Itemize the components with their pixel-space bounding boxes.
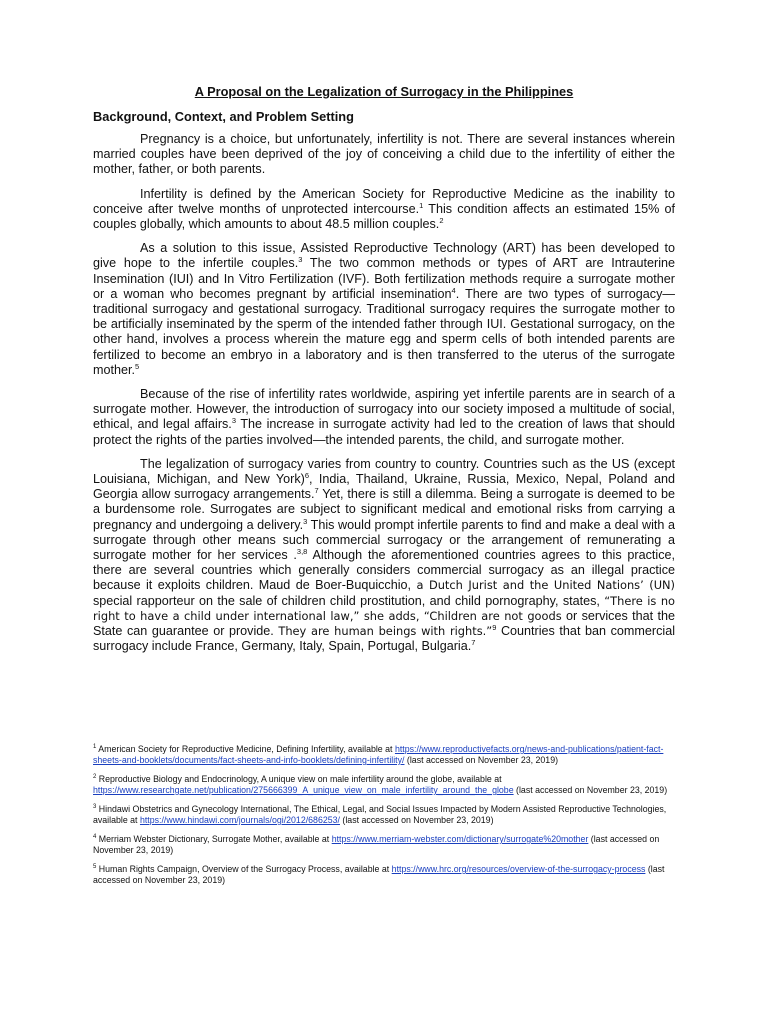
footnote-3 — [93, 804, 675, 826]
paragraph-4-text-b: The increase in surrogate activity had led to the creation of laws that should protect the rights of the parties involved—the intended parents, the child, and surrogate mother. — [93, 417, 676, 447]
document-body — [93, 84, 675, 664]
footnote-ref[interactable]: 7 — [314, 486, 319, 496]
footnote-text: Hindawi Obstetrics and Gynecology International, The Ethical, Legal, and Social Issues Impacted by Modern Assisted Reproductive Technologies, available at — [93, 804, 667, 825]
footnote-5 — [93, 864, 675, 886]
footnote-text: Human Rights Campaign, Overview of the Surrogacy Process, available at — [96, 864, 392, 874]
footnote-ref[interactable]: 9 — [492, 622, 497, 632]
footnote-ref[interactable]: 7 — [471, 638, 476, 648]
footnote-text: Reproductive Biology and Endocrinology, A unique view on male infertility around the globe, available at — [96, 774, 502, 784]
paragraph-5-text-g: special rapporteur on the sale of children child prostitution, and child pornography, states, — [93, 593, 605, 608]
paragraph-2-text-b: This condition affects an estimated 15% of couples globally, which amounts to about 48.5 million couples. — [93, 201, 675, 232]
section-heading: Background, Context, and Problem Setting — [93, 109, 354, 124]
paragraph-1-text: Pregnancy is a choice, but unfortunately, infertility is not. There are several instances wherein married couples have been deprived of the joy of conceiving a child due to the infertility of either the mother, father, or both parents. — [93, 132, 675, 177]
footnote-text: Merriam Webster Dictionary, Surrogate Mother, available at — [96, 834, 332, 844]
footnote-ref[interactable]: 3 — [303, 516, 308, 526]
document-title: A Proposal on the Legalization of Surrogacy in the Philippines — [194, 84, 574, 99]
footnote-ref[interactable]: 3 — [298, 255, 303, 265]
paragraph-5-text-c: Yet, there is still a dilemma. Being a surrogate is deemed to be a burdensome role. Surrogates are subject to significant medical and emotional risks from carrying a pregnancy and undergoing a delivery. — [93, 487, 676, 532]
footnote-ref[interactable]: 1 — [419, 200, 424, 210]
footnote-number: 5 — [93, 864, 97, 871]
paragraph-1 — [93, 132, 675, 178]
footnote-ref[interactable]: 3 — [231, 416, 236, 426]
paragraph-2 — [93, 187, 675, 233]
footnote-ref[interactable]: 3,8 — [296, 546, 308, 556]
footnote-accessed: (last accessed on November 23, 2019) — [93, 864, 665, 885]
footnote-number: 4 — [93, 834, 97, 841]
paragraph-5-text-d: This would prompt infertile parents to find and make a deal with a surrogate through other means such commercial surrogacy or the arrangement of remunerating a surrogate mother for her services . — [93, 517, 675, 563]
paragraph-3-text-a: As a solution to this issue, Assisted Reproductive Technology (ART) has been developed to give hope to the infertile couples. — [93, 241, 675, 271]
footnote-number: 2 — [93, 774, 97, 781]
paragraph-3 — [93, 241, 675, 378]
paragraph-5-text-e: Although the aforementioned countries agrees to this practice, there are several countries which generally considers commercial surrogacy as an illegal practice because it exploits children. Maud de Boer-Buquicchio, — [93, 548, 675, 593]
footnote-link[interactable]: https://www.merriam-webster.com/dictionary/surrogate%20mother — [331, 834, 589, 844]
paragraph-5-text-b: , India, Thailand, Ukraine, Russia, Mexico, Nepal, Poland and Georgia allow surrogacy arrangements. — [93, 472, 675, 502]
paragraph-4-text-a: Because of the rise of infertility rates worldwide, aspiring yet infertile parents are in search of a surrogate mother. However, the introduction of surrogacy into our society imposed a multitude of social, ethical, and legal affairs. — [93, 387, 675, 432]
footnote-text: American Society for Reproductive Medicine, Defining Infertility, available at — [96, 744, 395, 754]
paragraph-5-quote-a: “There is no right to have a child under international law,” she adds, “Children are not goods — [93, 593, 676, 623]
footnote-link[interactable]: https://www.reproductivefacts.org/news-and-publications/patient-fact-sheets-and-booklets/documents/fact-sheets-and-info-booklets/defining-infertility/ — [93, 744, 664, 765]
paragraph-5-quote-b: They are human beings with rights.” — [278, 624, 493, 639]
paragraph-3-text-c: . There are two types of surrogacy—traditional surrogacy and gestational surrogacy. Traditional surrogacy requires the surrogate mother to be artificially inseminated by the sperm of the intended father through IUI. Gestational surrogacy, on the other hand, involves a process wherein the mature egg and sperm cells of both intended parents are fertilized to become an embryo in a laboratory and is then transferred to the uterus of the surrogate mother. — [93, 286, 675, 377]
footnote-link[interactable]: https://www.hrc.org/resources/overview-of-the-surrogacy-process — [391, 864, 646, 874]
footnotes-section — [93, 744, 675, 894]
paragraph-2-text-a: Infertility is defined by the American Society for Reproductive Medicine as the inability to conceive after twelve months of unprotected intercourse. — [93, 186, 675, 216]
paragraph-5-text-k: Countries that ban commercial surrogacy include France, Germany, Italy, Spain, Portugal, Bulgaria. — [93, 624, 676, 654]
footnote-ref[interactable]: 5 — [135, 361, 140, 371]
footnote-link[interactable]: https://www.researchgate.net/publication/275666399_A_unique_view_on_male_infertility_around_the_globe — [93, 785, 514, 795]
footnote-accessed: (last accessed on November 23, 2019) — [93, 834, 660, 855]
footnote-number: 3 — [93, 804, 97, 811]
paragraph-5 — [93, 457, 675, 655]
footnote-4 — [93, 834, 675, 856]
paragraph-5-text-a: The legalization of surrogacy varies from country to country. Countries such as the US (except Louisiana, Michigan, and New York) — [93, 456, 675, 487]
footnote-2 — [93, 774, 675, 796]
paragraph-4 — [93, 387, 675, 448]
paragraph-3-text-b: The two common methods or types of ART are Intrauterine Insemination (IUI) and In Vitro Fertilization (IVF). Both fertilization methods require a surrogate mother or a woman who becomes pregnant by artificial insemination — [93, 256, 675, 301]
footnote-accessed: (last accessed on November 23, 2019) — [339, 815, 494, 825]
footnote-ref[interactable]: 6 — [304, 470, 309, 480]
footnote-accessed: (last accessed on November 23, 2019) — [404, 755, 559, 765]
paragraph-5-text-f: a Dutch Jurist and the United Nations’ (UN) — [416, 578, 676, 593]
paragraph-5-text-i: or services that the State can guarantee or provide. — [93, 608, 675, 639]
footnote-ref[interactable]: 2 — [439, 215, 444, 225]
footnote-link[interactable]: https://www.hindawi.com/journals/ogi/2012/686253/ — [139, 815, 340, 825]
footnote-number: 1 — [93, 744, 97, 751]
footnote-ref[interactable]: 4 — [451, 285, 456, 295]
footnote-accessed: (last accessed on November 23, 2019) — [513, 785, 668, 795]
footnote-1 — [93, 744, 675, 766]
